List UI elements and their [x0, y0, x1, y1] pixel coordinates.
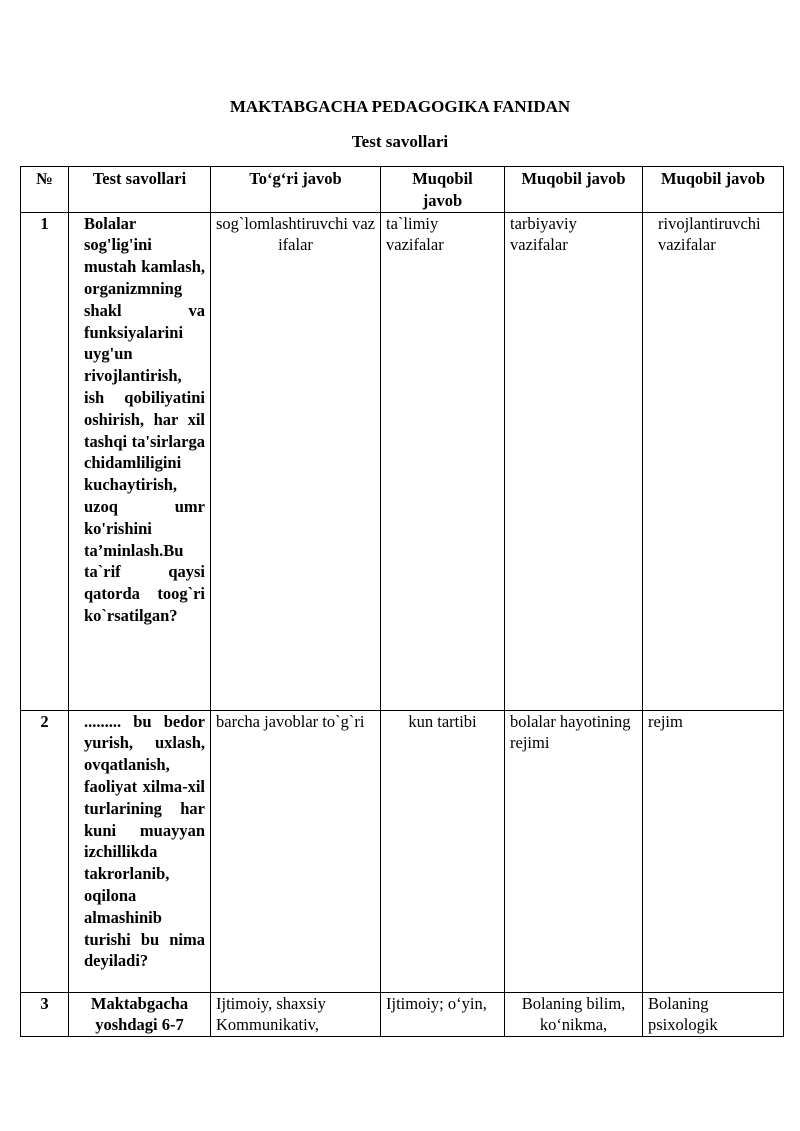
alternative-answer-1: kun tartibi: [381, 710, 505, 992]
header-correct-answer: To‘g‘ri javob: [211, 167, 381, 213]
header-alternative-3: Muqobil javob: [643, 167, 784, 213]
question-text: ......... bu bedor yurish, uxlash, ovqatlanish, faoliyat xilma-xil turlarining har kuni muayyan izchillikda takrorlanib, oqilona almashinib turishi bu nima deyiladi?: [69, 710, 211, 992]
alternative-answer-2: Bolaning bilim, ko‘nikma,: [505, 992, 643, 1037]
document-subtitle: Test savollari: [351, 132, 449, 151]
correct-answer: sog`lomlashtiruvchi vazifalar: [211, 212, 381, 710]
row-number: 1: [21, 212, 69, 710]
test-table: [20, 166, 784, 1037]
header-question: Test savollari: [69, 167, 211, 213]
table-header-row: [21, 167, 784, 213]
alternative-answer-3: rivojlantiruvchi vazifalar: [643, 212, 784, 710]
alternative-answer-3: rejim: [643, 710, 784, 992]
table-row: [21, 710, 784, 992]
header-number: №: [21, 167, 69, 213]
question-text: Maktabgacha yoshdagi 6-7: [69, 992, 211, 1037]
header-alternative-2: Muqobil javob: [505, 167, 643, 213]
alternative-answer-2: tarbiyaviy vazifalar: [505, 212, 643, 710]
header-alternative-1: Muqobil javob: [381, 167, 505, 213]
alternative-answer-1: Ijtimoiy; o‘yin,: [381, 992, 505, 1037]
table-row: [21, 212, 784, 710]
document-title: MAKTABGACHA PEDAGOGIKA FANIDAN: [229, 97, 571, 116]
correct-answer: barcha javoblar to`g`ri: [211, 710, 381, 992]
question-text: Bolalar sog'lig'ini mustah kamlash, organizmning shakl va funksiyalarini uyg'un rivojlantirish, ish qobiliyatini oshirish, har xil tashqi ta'sirlarga chidamliligini kuchaytirish, uzoq umr ko'rishini ta’minlash.Bu ta`rif qaysi qatorda toog`ri ko`rsatilgan?: [69, 212, 211, 710]
row-number: 3: [21, 992, 69, 1037]
row-number: 2: [21, 710, 69, 992]
table-row: [21, 992, 784, 1037]
alternative-answer-3: Bolaning psixologik: [643, 992, 784, 1037]
alternative-answer-2: bolalar hayotining rejimi: [505, 710, 643, 992]
alternative-answer-2-rest: vazifalar: [510, 235, 568, 255]
correct-answer: Ijtimoiy, shaxsiy Kommunikativ,: [211, 992, 381, 1037]
alternative-answer-1: ta`limiy vazifalar: [381, 212, 505, 710]
